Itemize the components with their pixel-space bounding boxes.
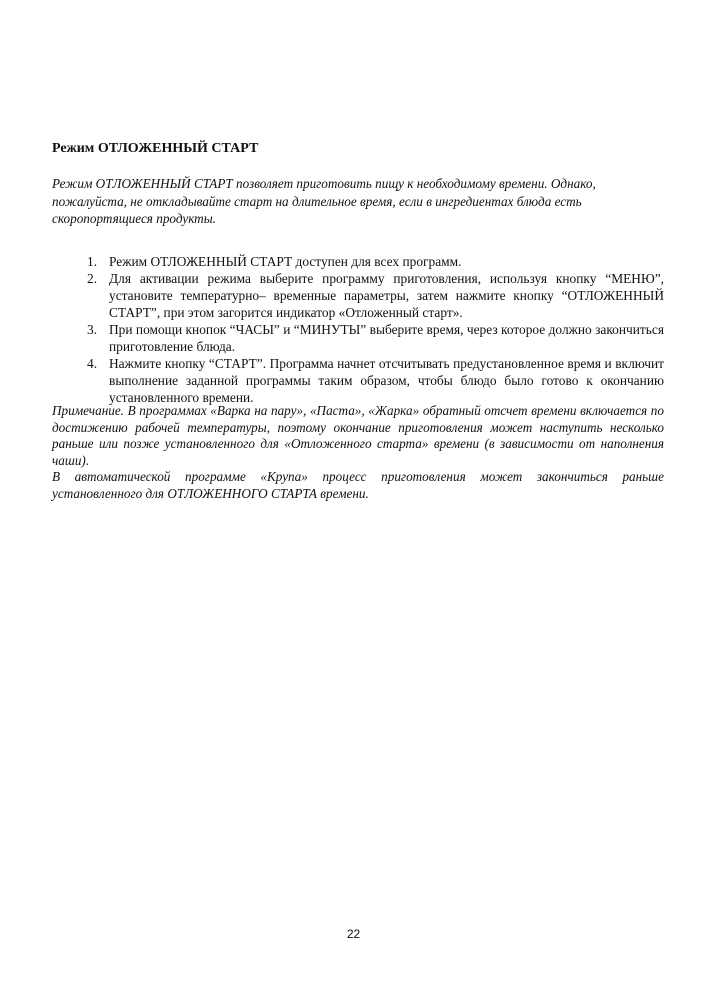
- step-text: При помощи кнопок “ЧАСЫ” и “МИНУТЫ” выберите время, через которое должно закончиться приготовление блюда.: [109, 322, 664, 354]
- step-text: Для активации режима выберите программу приготовления, используя кнопку “МЕНЮ”, установите температурно– временные параметры, затем нажмите кнопку “ОТЛОЖЕННЫЙ СТАРТ”, при этом загорится индикатор «Отложенный старт».: [109, 271, 664, 320]
- step-number: 3.: [87, 322, 98, 337]
- step-text: Нажмите кнопку “СТАРТ”. Программа начнет отсчитывать предустановленное время и включит выполнение заданной программы таким образом, чтобы блюдо было готово к окончанию установленного времени.: [109, 356, 664, 405]
- intro-paragraph: Режим ОТЛОЖЕННЫЙ СТАРТ позволяет приготовить пищу к необходимому времени. Однако, пожалуйста, не откладывайте старт на длительное время, если в ингредиентах блюда есть скоропортящиеся продукты.: [52, 176, 596, 226]
- list-item: [52, 355, 664, 406]
- step-text: Режим ОТЛОЖЕННЫЙ СТАРТ доступен для всех программ.: [109, 254, 462, 269]
- note-paragraph: Примечание. В программах «Варка на пару», «Паста», «Жарка» обратный отсчет времени включается по достижению рабочей температуры, поэтому окончание приготовления может наступить несколько раньше или позже установленного для «Отложенного старта» времени (в зависимости от наполнения чаши).: [52, 403, 664, 468]
- step-number: 4.: [87, 356, 98, 371]
- page-title: Режим ОТЛОЖЕННЫЙ СТАРТ: [52, 141, 259, 156]
- step-number: 2.: [87, 271, 98, 286]
- list-item: [52, 270, 664, 321]
- list-item: [52, 253, 664, 270]
- list-item: [52, 321, 664, 355]
- page-number: 22: [346, 927, 361, 941]
- step-number: 1.: [87, 254, 98, 269]
- note-block: [52, 403, 664, 503]
- note-paragraph: В автоматической программе «Крупа» процесс приготовления может закончиться раньше установленного для ОТЛОЖЕННОГО СТАРТА времени.: [52, 469, 664, 501]
- steps-list: [52, 253, 664, 406]
